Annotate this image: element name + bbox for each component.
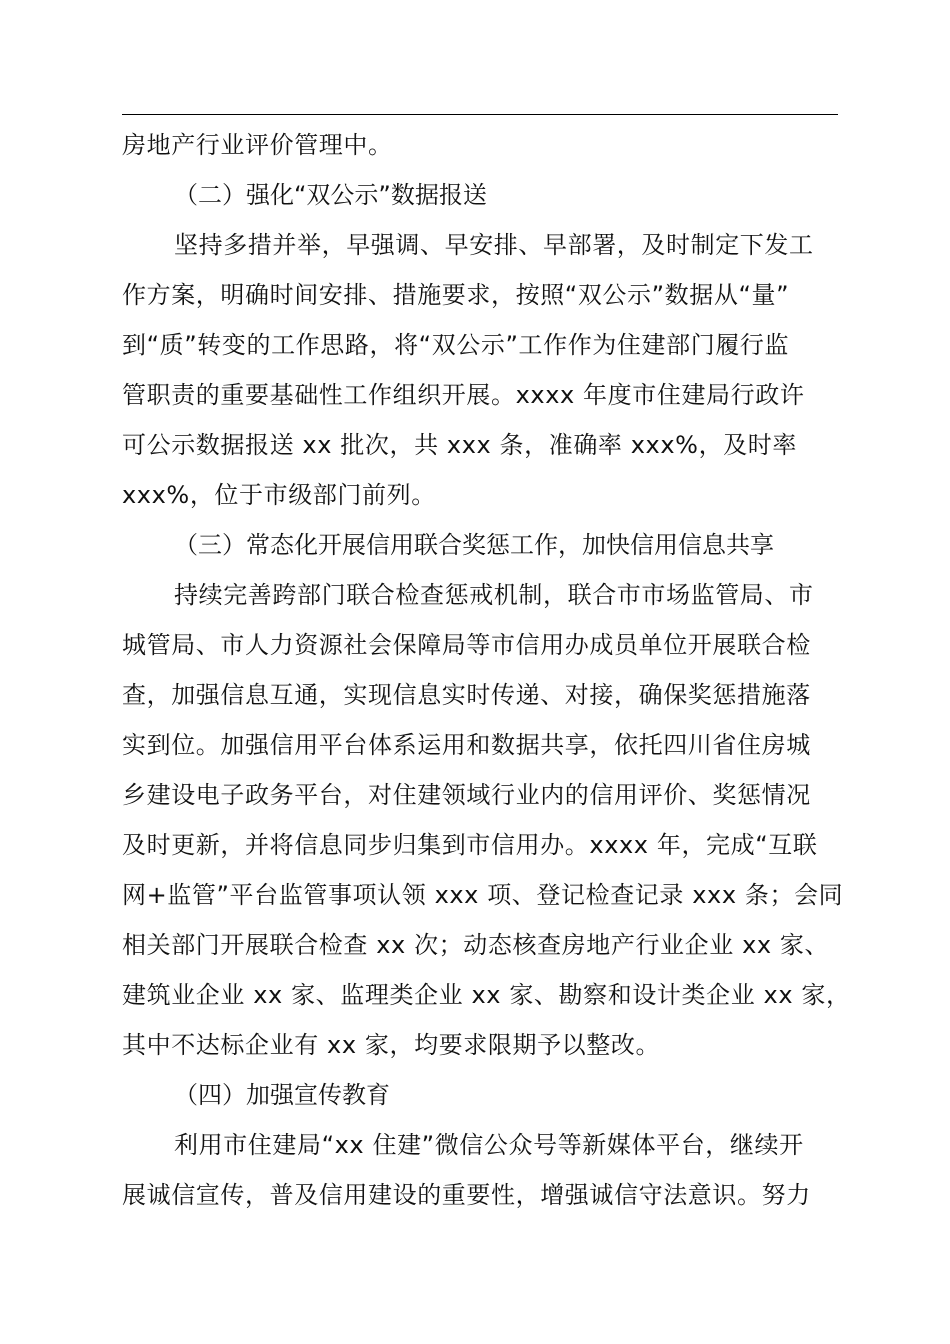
- paragraph-line: 管职责的重要基础性工作组织开展。xxxx 年度市住建局行政许: [122, 381, 805, 409]
- paragraph-line: 其中不达标企业有 xx 家，均要求限期予以整改。: [122, 1031, 661, 1059]
- paragraph-line: 利用市住建局“xx 住建”微信公众号等新媒体平台，继续开: [174, 1131, 804, 1159]
- paragraph-line: xxx%，位于市级部门前列。: [122, 481, 436, 509]
- paragraph-line: 房地产行业评价管理中。: [122, 131, 393, 159]
- paragraph-line: 可公示数据报送 xx 批次，共 xxx 条，准确率 xxx%，及时率: [122, 431, 797, 459]
- paragraph-line: 展诚信宣传，普及信用建设的重要性，增强诚信守法意识。努力: [122, 1181, 811, 1209]
- top-divider: [122, 114, 838, 115]
- paragraph-line: 实到位。加强信用平台体系运用和数据共享，依托四川省住房城: [122, 731, 811, 759]
- paragraph-line: 相关部门开展联合检查 xx 次；动态核查房地产行业企业 xx 家、: [122, 931, 830, 959]
- paragraph-line: 网+监管”平台监管事项认领 xxx 项、登记检查记录 xxx 条；会同: [122, 881, 844, 909]
- paragraph-line: 到“质”转变的工作思路，将“双公示”工作作为住建部门履行监: [122, 331, 790, 359]
- section-heading-3: （三）常态化开展信用联合奖惩工作，加快信用信息共享: [174, 531, 774, 559]
- paragraph-line: 查，加强信息互通，实现信息实时传递、对接，确保奖惩措施落: [122, 681, 811, 709]
- section-heading-2: （二）强化“双公示”数据报送: [174, 181, 487, 209]
- paragraph-line: 乡建设电子政务平台，对住建领域行业内的信用评价、奖惩情况: [122, 781, 811, 809]
- section-heading-4: （四）加强宣传教育: [174, 1081, 390, 1109]
- paragraph-line: 及时更新，并将信息同步归集到市信用办。xxxx 年，完成“互联: [122, 831, 818, 859]
- paragraph-line: 作方案，明确时间安排、措施要求，按照“双公示”数据从“量”: [122, 281, 790, 309]
- paragraph-line: 建筑业企业 xx 家、监理类企业 xx 家、勘察和设计类企业 xx 家，: [122, 981, 851, 1009]
- paragraph-line: 持续完善跨部门联合检查惩戒机制，联合市市场监管局、市: [174, 581, 814, 609]
- paragraph-line: 城管局、市人力资源社会保障局等市信用办成员单位开展联合检: [122, 631, 811, 659]
- paragraph-line: 坚持多措并举，早强调、早安排、早部署，及时制定下发工: [174, 231, 814, 259]
- document-body: [122, 120, 862, 1220]
